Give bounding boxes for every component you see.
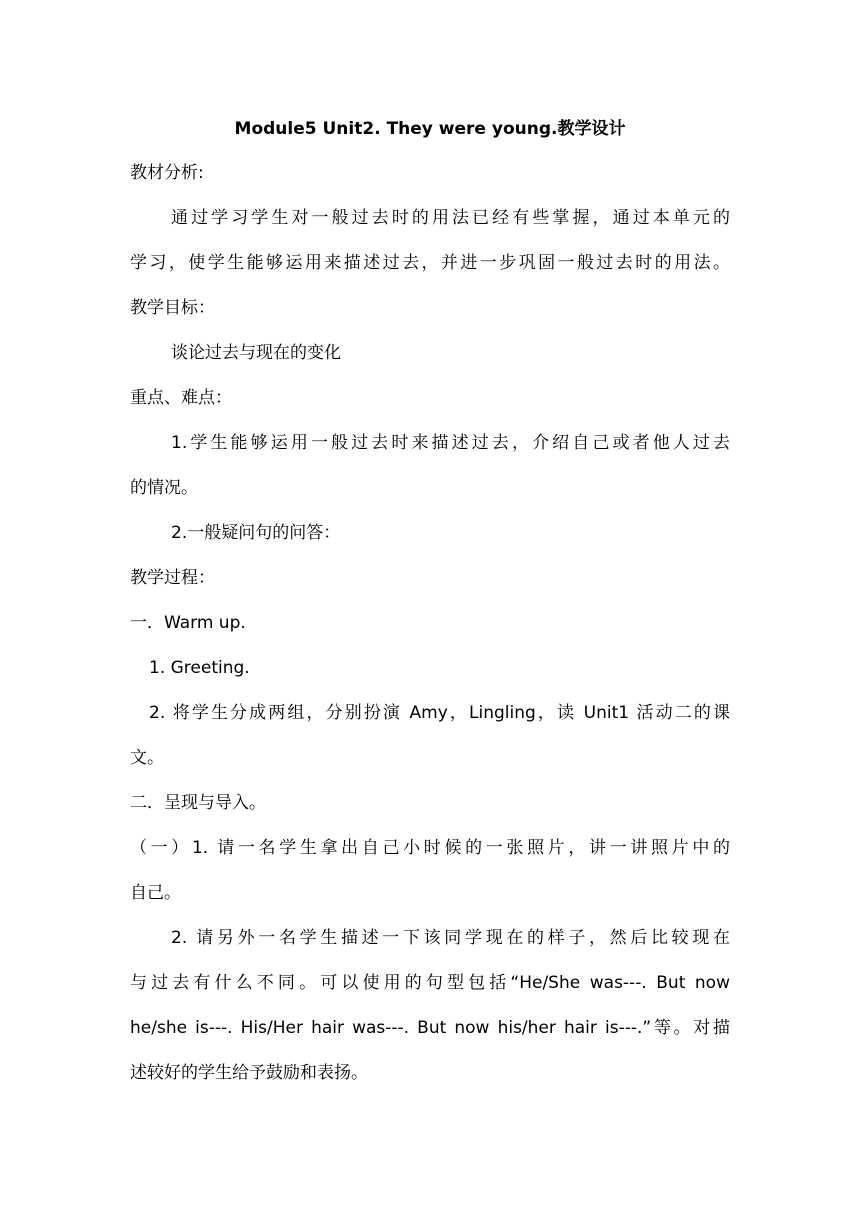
paragraph-line: 学习，使学生能够运用来描述过去，并进一步巩固一般过去时的用法。 [130, 253, 730, 273]
section-heading-teaching-process: 教学过程： [130, 568, 215, 588]
paragraph-line: 与过去有什么不同。可以使用的句型包括“He/She was---. But now [130, 973, 730, 993]
paragraph-line: 自己。 [130, 883, 181, 903]
section-heading-textbook-analysis: 教材分析: [130, 163, 204, 183]
paragraph-line: 文。 [130, 748, 164, 768]
section-heading-teaching-goals: 教学目标： [130, 298, 215, 318]
paragraph-line: 述较好的学生给予鼓励和表扬。 [130, 1063, 368, 1083]
paragraph-line: 1.学生能够运用一般过去时来描述过去，介绍自己或者他人过去 [171, 433, 730, 453]
list-item: 二．呈现与导入。 [130, 793, 266, 813]
list-item: 2. 将学生分成两组，分别扮演 Amy，Lingling，读 Unit1 活动二的课 [149, 703, 730, 723]
section-heading-key-points: 重点、难点： [130, 388, 232, 408]
list-item: 1. Greeting. [149, 658, 250, 678]
paragraph-line: 2.一般疑问句的问答： [171, 523, 341, 543]
list-item: 一．Warm up. [130, 613, 246, 633]
paragraph-line: 谈论过去与现在的变化 [171, 343, 341, 363]
paragraph-line: 2. 请另外一名学生描述一下该同学现在的样子，然后比较现在 [171, 928, 730, 948]
list-item: （一）1. 请一名学生拿出自己小时候的一张照片，讲一讲照片中的 [130, 838, 730, 858]
paragraph-line: 通过学习学生对一般过去时的用法已经有些掌握，通过本单元的 [171, 208, 730, 228]
document-title: Module5 Unit2. They were young.教学设计 [234, 119, 626, 139]
paragraph-line: he/she is---. His/Her hair was---. But now his/her hair is---.”等。对描 [130, 1018, 730, 1038]
paragraph-line: 的情况。 [130, 478, 198, 498]
